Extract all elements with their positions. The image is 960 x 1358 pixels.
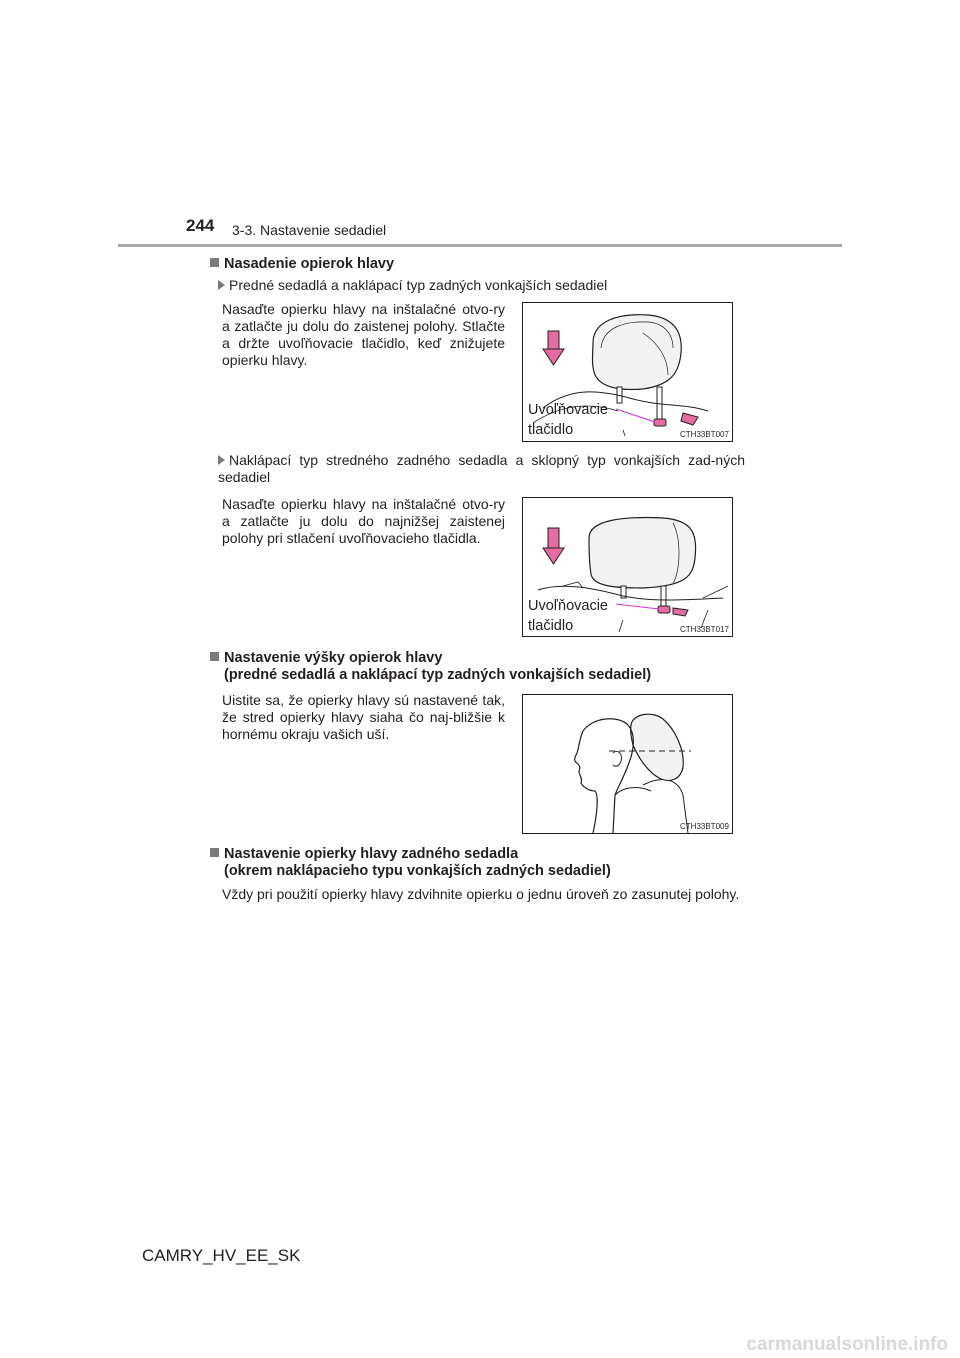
- heading-rear-headrest: [210, 846, 611, 880]
- header-rule: [118, 244, 842, 247]
- callout-line1: Uvoľňovacie: [528, 402, 608, 418]
- down-arrow-icon: [543, 528, 564, 564]
- block2-text: Uistite sa, že opierky hlavy sú nastavené tak, že stred opierky hlavy siaha čo naj-bližšie k hornému okraju vašich uší.: [222, 692, 505, 742]
- block3-text: Vždy pri použití opierky hlavy zdvihnite opierku o jednu úroveň zo zasunutej polohy.: [222, 886, 740, 902]
- item-front-seats: [218, 277, 748, 294]
- triangle-bullet-icon: [218, 455, 225, 465]
- figure-headrest-height: [522, 694, 733, 834]
- callout-release-button-1: [528, 400, 608, 440]
- figure-code-2: CTH33BT017: [680, 625, 729, 634]
- item2-text: Nasaďte opierku hlavy na inštalačné otvo-ry a zatlačte ju dolu do najnižšej zaistenej polohy pri stlačení uvoľňovacieho tlačidla.: [222, 496, 505, 546]
- heading-line1: Nastavenie opierky hlavy zadného sedadla: [224, 846, 519, 862]
- page-number: 244: [186, 216, 215, 235]
- footer-document-code: CAMRY_HV_EE_SK: [142, 1246, 301, 1265]
- heading-mounting-headrests: [210, 256, 394, 273]
- heading-height-adjustment: [210, 650, 651, 684]
- heading-text: Nasadenie opierok hlavy: [224, 256, 395, 272]
- callout-line2: tlačidlo: [528, 422, 574, 438]
- heading-line2: (predné sedadlá a naklápací typ zadných vonkajších sedadiel): [224, 667, 652, 683]
- item-label: Naklápací typ stredného zadného sedadla a sklopný typ vonkajších zad-ných sedadiel: [218, 452, 745, 485]
- callout-line2: tlačidlo: [528, 618, 574, 634]
- callout-release-button-2: [528, 596, 608, 636]
- heading-line1: Nastavenie výšky opierok hlavy: [224, 650, 443, 666]
- square-bullet-icon: [210, 848, 219, 857]
- square-bullet-icon: [210, 652, 219, 661]
- item-center-rear-seat: [218, 452, 745, 486]
- item-label: Predné sedadlá a naklápací typ zadných vonkajších sedadiel: [229, 277, 608, 293]
- watermark: carmanualsonline.info: [746, 1334, 948, 1355]
- section-title: 3-3. Nastavenie sedadiel: [232, 222, 387, 238]
- figure-code-3: CTH33BT009: [680, 822, 729, 831]
- item1-text: Nasaďte opierku hlavy na inštalačné otvo-ry a zatlačte ju dolu do zaistenej polohy. Stlačte a držte uvoľňovacie tlačidlo, keď znižujete opierku hlavy.: [222, 301, 505, 368]
- square-bullet-icon: [210, 258, 219, 267]
- down-arrow-icon: [543, 331, 564, 365]
- callout-line1: Uvoľňovacie: [528, 598, 608, 614]
- triangle-bullet-icon: [218, 280, 225, 290]
- heading-line2: (okrem naklápacieho typu vonkajších zadných sedadiel): [224, 863, 611, 879]
- figure-code-1: CTH33BT007: [680, 430, 729, 439]
